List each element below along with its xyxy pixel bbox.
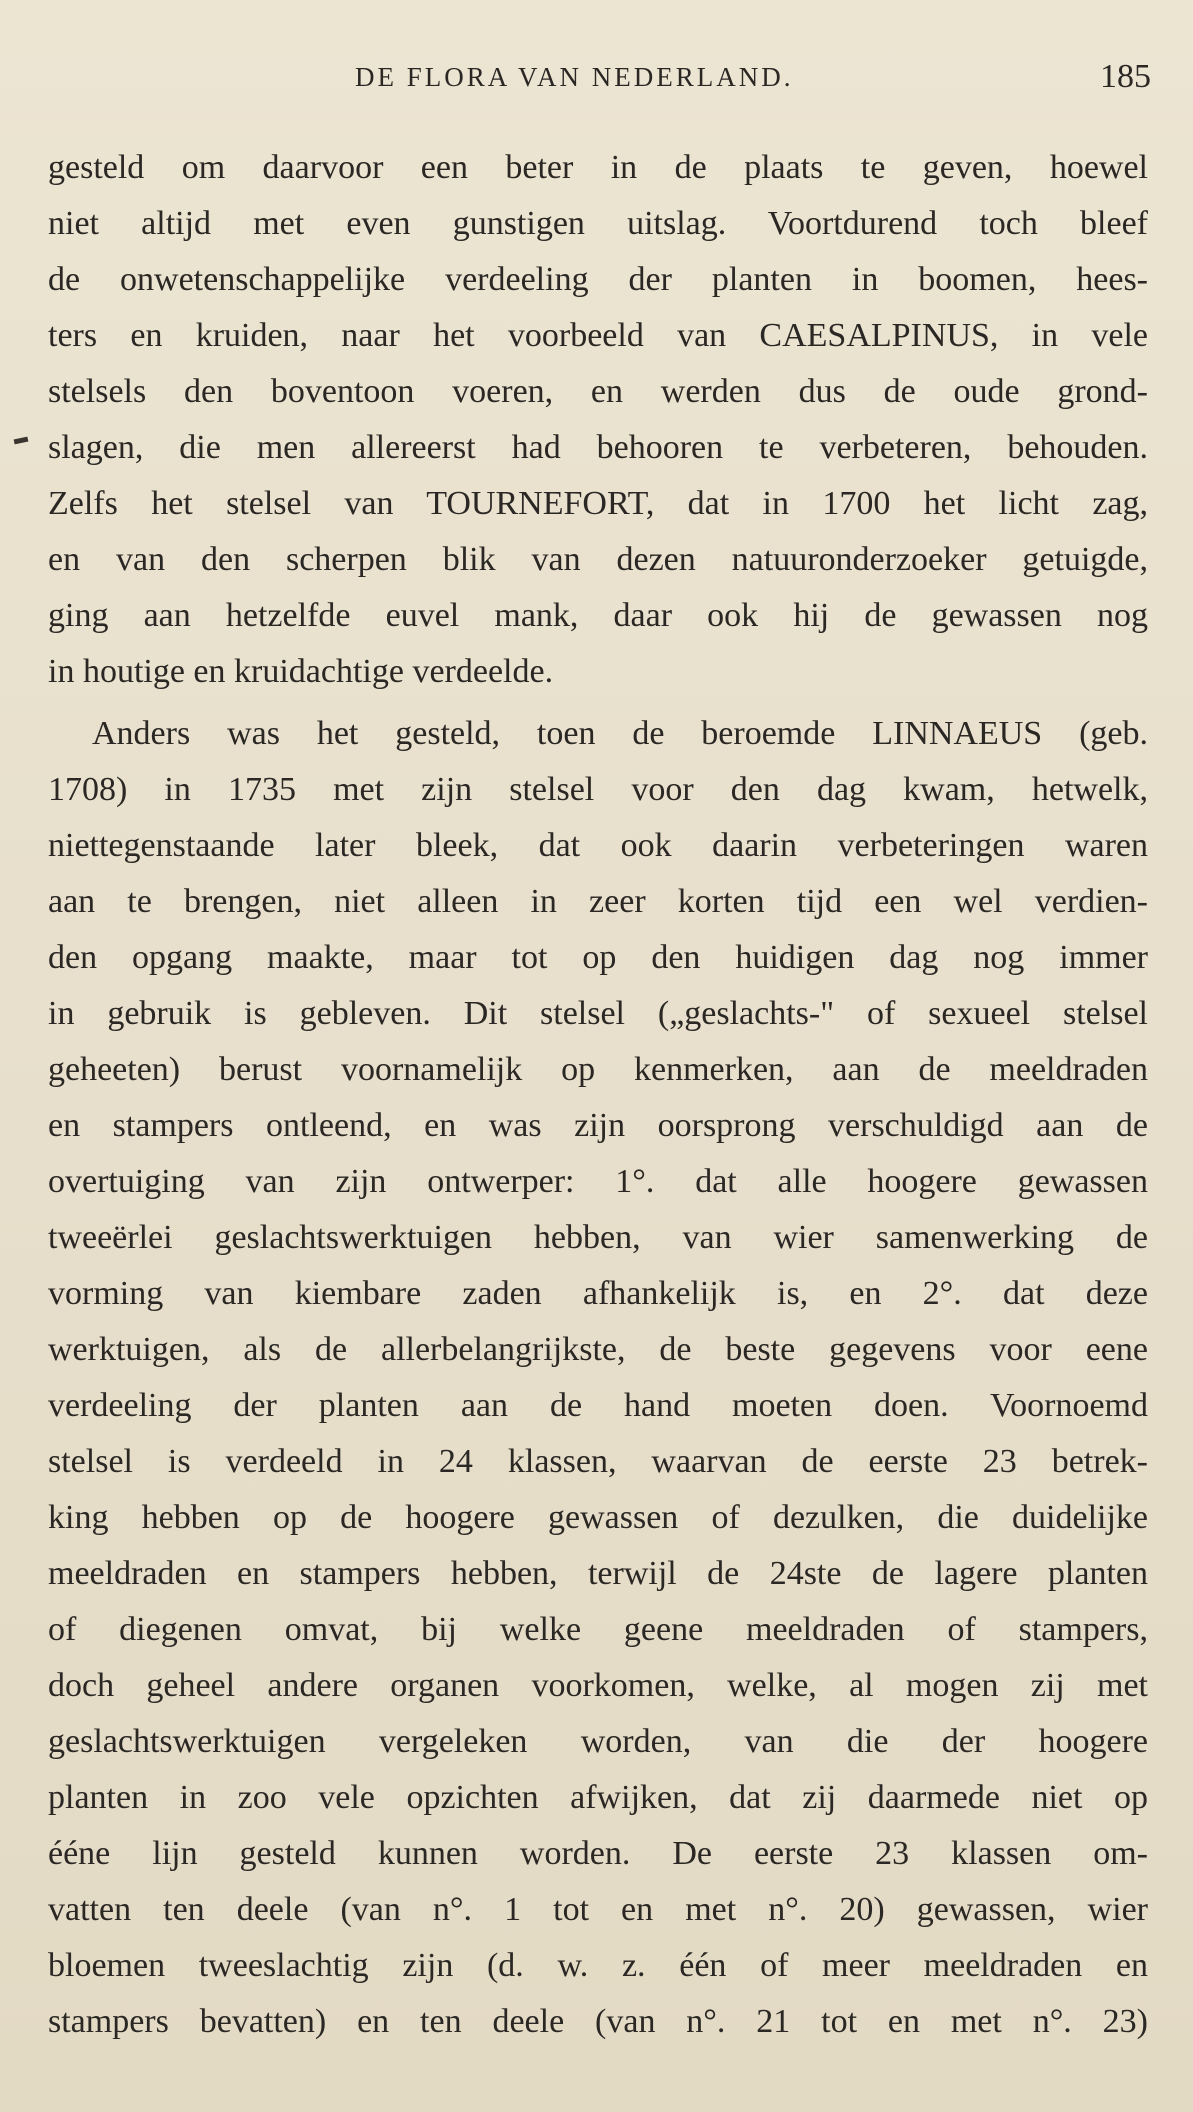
text-line: meeldraden en stampers hebben, terwijl de 24ste de lagere planten — [48, 1555, 1148, 1592]
text-line: overtuiging van zijn ontwerper: 1°. dat alle hoogere gewassen — [48, 1163, 1148, 1200]
text-line: geheeten) berust voornamelijk op kenmerken, aan de meeldraden — [48, 1051, 1148, 1088]
running-title: DE FLORA VAN NEDERLAND. — [355, 62, 794, 92]
text-line: gesteld om daarvoor een beter in de plaats te geven, hoewel — [48, 149, 1148, 186]
text-line: aan te brengen, niet alleen in zeer korten tijd een wel verdien- — [48, 883, 1148, 920]
text-line: de onwetenschappelijke verdeeling der planten in boomen, hees- — [48, 261, 1148, 298]
text-line: slagen, die men allereerst had behooren te verbeteren, behouden. — [48, 429, 1148, 466]
text-line: of diegenen omvat, bij welke geene meeldraden of stampers, — [48, 1611, 1148, 1648]
margin-mark — [14, 437, 29, 445]
text-line: bloemen tweeslachtig zijn (d. w. z. één of meer meeldraden en — [48, 1947, 1148, 1984]
text-line: vorming van kiembare zaden afhankelijk is, en 2°. dat deze — [48, 1275, 1148, 1312]
text-line: king hebben op de hoogere gewassen of dezulken, die duidelijke — [48, 1499, 1148, 1536]
text-line: stelsels den boventoon voeren, en werden dus de oude grond- — [48, 373, 1148, 410]
text-line: en stampers ontleend, en was zijn oorsprong verschuldigd aan de — [48, 1107, 1148, 1144]
page-number: 185 — [1100, 58, 1151, 95]
text-line: stampers bevatten) en ten deele (van n°. 21 tot en met n°. 23) — [48, 2003, 1148, 2040]
text-line: Zelfs het stelsel van TOURNEFORT, dat in 1700 het licht zag, — [48, 485, 1148, 522]
text-line: niet altijd met even gunstigen uitslag. Voortdurend toch bleef — [48, 205, 1148, 242]
text-line: vatten ten deele (van n°. 1 tot en met n°. 20) gewassen, wier — [48, 1891, 1148, 1928]
text-line: 1708) in 1735 met zijn stelsel voor den dag kwam, hetwelk, — [48, 771, 1148, 808]
text-line: niettegenstaande later bleek, dat ook daarin verbeteringen waren — [48, 827, 1148, 864]
text-line: stelsel is verdeeld in 24 klassen, waarvan de eerste 23 betrek- — [48, 1443, 1148, 1480]
text-line: den opgang maakte, maar tot op den huidigen dag nog immer — [48, 939, 1148, 976]
text-line: geslachtswerktuigen vergeleken worden, van die der hoogere — [48, 1723, 1148, 1760]
running-head — [0, 58, 1193, 102]
text-line: verdeeling der planten aan de hand moeten doen. Voornoemd — [48, 1387, 1148, 1424]
text-line: doch geheel andere organen voorkomen, welke, al mogen zij met — [48, 1667, 1148, 1704]
text-body — [48, 140, 1148, 2050]
text-line: Anders was het gesteld, toen de beroemde LINNAEUS (geb. — [92, 715, 1148, 752]
text-line: ééne lijn gesteld kunnen worden. De eerste 23 klassen om- — [48, 1835, 1148, 1872]
text-line: tweeërlei geslachtswerktuigen hebben, van wier samenwerking de — [48, 1219, 1148, 1256]
text-line: in gebruik is gebleven. Dit stelsel („geslachts-" of sexueel stelsel — [48, 995, 1148, 1032]
text-line: in houtige en kruidachtige verdeelde. — [48, 653, 554, 690]
text-line: ters en kruiden, naar het voorbeeld van CAESALPINUS, in vele — [48, 317, 1148, 354]
text-line: en van den scherpen blik van dezen natuuronderzoeker getuigde, — [48, 541, 1148, 578]
text-line: planten in zoo vele opzichten afwijken, dat zij daarmede niet op — [48, 1779, 1148, 1816]
text-line: werktuigen, als de allerbelangrijkste, de beste gegevens voor eene — [48, 1331, 1148, 1368]
text-line: ging aan hetzelfde euvel mank, daar ook hij de gewassen nog — [48, 597, 1148, 634]
